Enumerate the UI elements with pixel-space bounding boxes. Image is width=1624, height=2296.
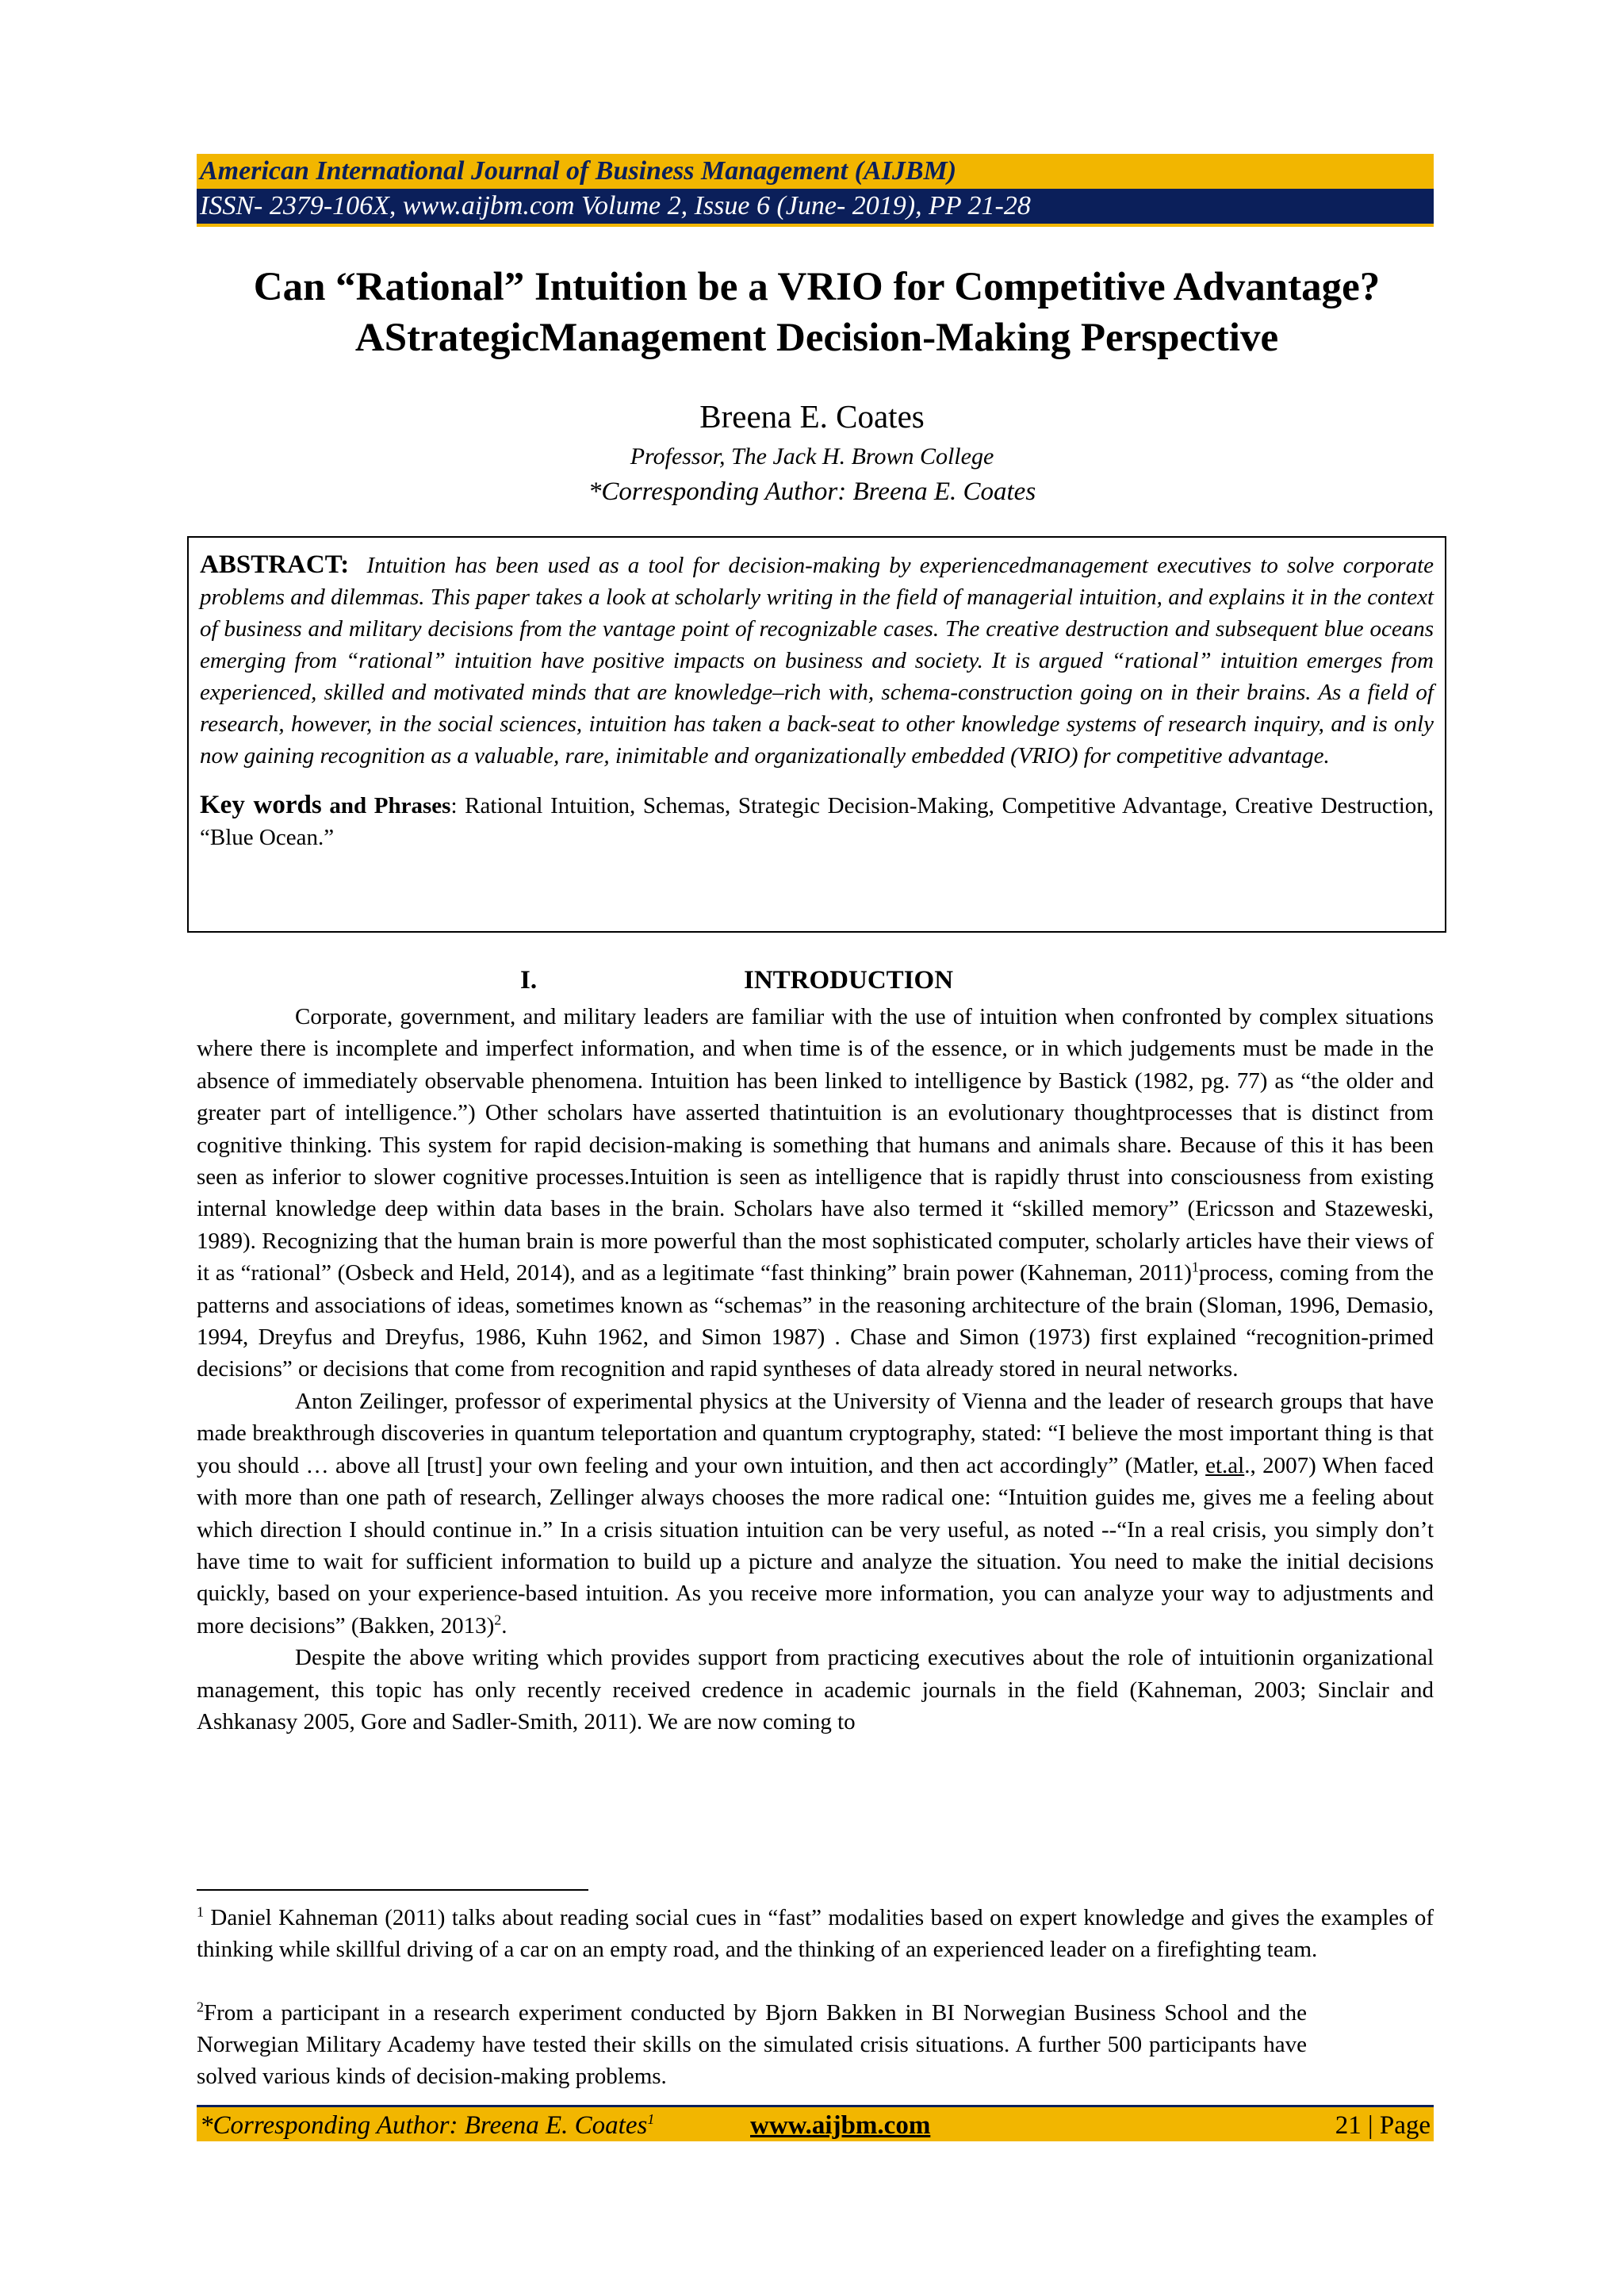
footer-website-link[interactable]: www.aijbm.com	[750, 2111, 931, 2140]
footer-corresponding-author	[200, 2107, 654, 2144]
paragraph-1-text-a: Corporate, government, and military leaders are familiar with the use of intuition when confronted by complex situations where there is incomplete and imperfect information, and when time is of the essence, or in which judgements must be made in the absence of immediately observable phenomena. Intuition has been linked to intelligence by Bastick (1982, pg. 77) as “the older and greater part of intelligence.”) Other scholars have asserted thatintuition is an evolutionary thoughtprocesses that is distinct from cognitive thinking. This system for rapid decision-making is something that humans and animals share. Because of this it has been seen as inferior to slower cognitive processes.Intuition is seen as intelligence that is rapidly thrust into consciousness from existing internal knowledge deep within data bases in the brain. Scholars have also termed it “skilled memory” (Ericsson and Stazeweski, 1989). Recognizing that the human brain is more powerful than the most sophisticated computer, scholarly articles have their views of it as “rational” (Osbeck and Held, 2014), and as a legitimate “fast thinking” brain power (Kahneman, 2011)	[197, 1004, 1434, 1286]
journal-title-banner: American International Journal of Business Management (AIJBM)	[197, 154, 1434, 189]
page-number: 21 | Page	[1335, 2111, 1431, 2140]
abstract-body: Intuition has been used as a tool for decision-making by experiencedmanagement executives to solve corporate problems and dilemmas. This paper takes a look at scholarly writing in the field of managerial intuition, and explains it in the context of business and military decisions from the vantage point of recognizable cases. The creative destruction and subsequent blue oceans emerging from “rational” intuition have positive impacts on business and society. It is argued “rational” intuition emerges from experienced, skilled and motivated minds that are knowledge–rich with, schema-construction going on in their brains. As a field of research, however, in the social sciences, intuition has taken a back-seat to other knowledge systems of research inquiry, and is only now gaining recognition as a valuable, rare, inimitable and organizationally embedded (VRIO) for competitive advantage.	[200, 553, 1434, 769]
paragraph-1	[197, 1001, 1434, 1386]
keywords-label-2: and Phrases	[329, 793, 451, 818]
abstract-box	[187, 536, 1446, 933]
paragraph-2-text-b: ., 2007) When faced with more than one path of research, Zellinger always chooses the more radical one: “Intuition guides me, gives me a feeling about which direction I should continue in.” In a crisis situation intuition can be very useful, as noted --“In a real crisis, you simply don’t have time to wait for sufficient information to build up a picture and analyze the situation. You need to make the initial decisions quickly, based on your experience-based intuition. As you receive more information, you can analyze your way to adjustments and more decisions” (Bakken, 2013)	[197, 1452, 1434, 1639]
footnote-1-text: Daniel Kahneman (2011) talks about reading social cues in “fast” modalities based on expert knowledge and gives the examples of thinking while skillful driving of a car on an empty road, and the thinking of an experienced leader on a firefighting team.	[197, 1905, 1434, 1962]
issn-banner: ISSN- 2379-106X, www.aijbm.com Volume 2, Issue 6 (June- 2019), PP 21-28	[197, 189, 1434, 227]
section-title: INTRODUCTION	[744, 966, 954, 995]
title-line-1: Can “Rational” Intuition be a VRIO for Competitive Advantage?	[253, 265, 1381, 309]
footnote-ref-1: 1	[1191, 1259, 1199, 1275]
footnote-ref-2: 2	[494, 1612, 502, 1628]
footer-sup: 1	[647, 2111, 655, 2127]
paragraph-2-text-a: Anton Zeilinger, professor of experimental physics at the University of Vienna and the leader of research groups that have made breakthrough discoveries in quantum teleportation and quantum cryptography, stated: “I believe the most important thing is that you should … above all [trust] your own feeling and your own intuition, and then act accordingly” (Matler,	[197, 1388, 1434, 1478]
footnote-1-mark: 1	[197, 1903, 204, 1920]
footnote-1	[197, 1902, 1434, 1965]
body-text	[197, 1001, 1434, 1738]
paragraph-2-text-c: .	[501, 1612, 508, 1639]
corresponding-author: *Corresponding Author: Breena E. Coates	[588, 477, 1036, 506]
paragraph-3: Despite the above writing which provides support from practicing executives about the role of intuitionin organizational management, this topic has only recently received credence in academic journals in the field (Kahneman, 2003; Sinclair and Ashkanasy 2005, Gore and Sadler-Smith, 2011). We are now coming to	[197, 1645, 1434, 1734]
abstract-label: ABSTRACT:	[200, 550, 350, 579]
footnote-2-mark: 2	[197, 1999, 204, 2015]
section-heading	[0, 963, 1624, 998]
footnote-divider	[197, 1889, 588, 1891]
keywords-label: Key words	[200, 791, 322, 819]
keywords-list: : Rational Intuition, Schemas, Strategic Decision-Making, Competitive Advantage, Creative Destruction, “Blue Ocean.”	[200, 793, 1434, 850]
title-line-2: AStrategicManagement Decision-Making Perspective	[354, 316, 1279, 360]
paper-title	[143, 262, 1491, 363]
footnote-2-text: From a participant in a research experiment conducted by Bjorn Bakken in BI Norwegian Business School and the Norwegian Military Academy have tested their skills on the simulated crisis situations. A further 500 participants have solved various kinds of decision-making problems.	[197, 2000, 1307, 2089]
footnote-2	[197, 1997, 1307, 2092]
paragraph-2	[197, 1386, 1434, 1642]
etal-link[interactable]: et.al	[1205, 1452, 1245, 1478]
author-name: Breena E. Coates	[699, 398, 925, 435]
abstract-text	[200, 549, 1434, 772]
page-footer	[197, 2105, 1434, 2141]
keywords	[200, 789, 1434, 853]
paragraph-1-text-b: process, coming from the patterns and associations of ideas, sometimes known as “schemas” in the reasoning architecture of the brain (Sloman, 1996, Demasio, 1994, Dreyfus and Dreyfus, 1986, Kuhn 1962, and Simon 1987) . Chase and Simon (1973) first explained “recognition-primed decisions” or decisions that come from recognition and rapid syntheses of data already stored in neural networks.	[197, 1260, 1434, 1382]
author-affiliation: Professor, The Jack H. Brown College	[630, 443, 994, 470]
section-number: I.	[520, 966, 538, 995]
footer-corresponding-text: *Corresponding Author: Breena E. Coates	[200, 2111, 648, 2140]
